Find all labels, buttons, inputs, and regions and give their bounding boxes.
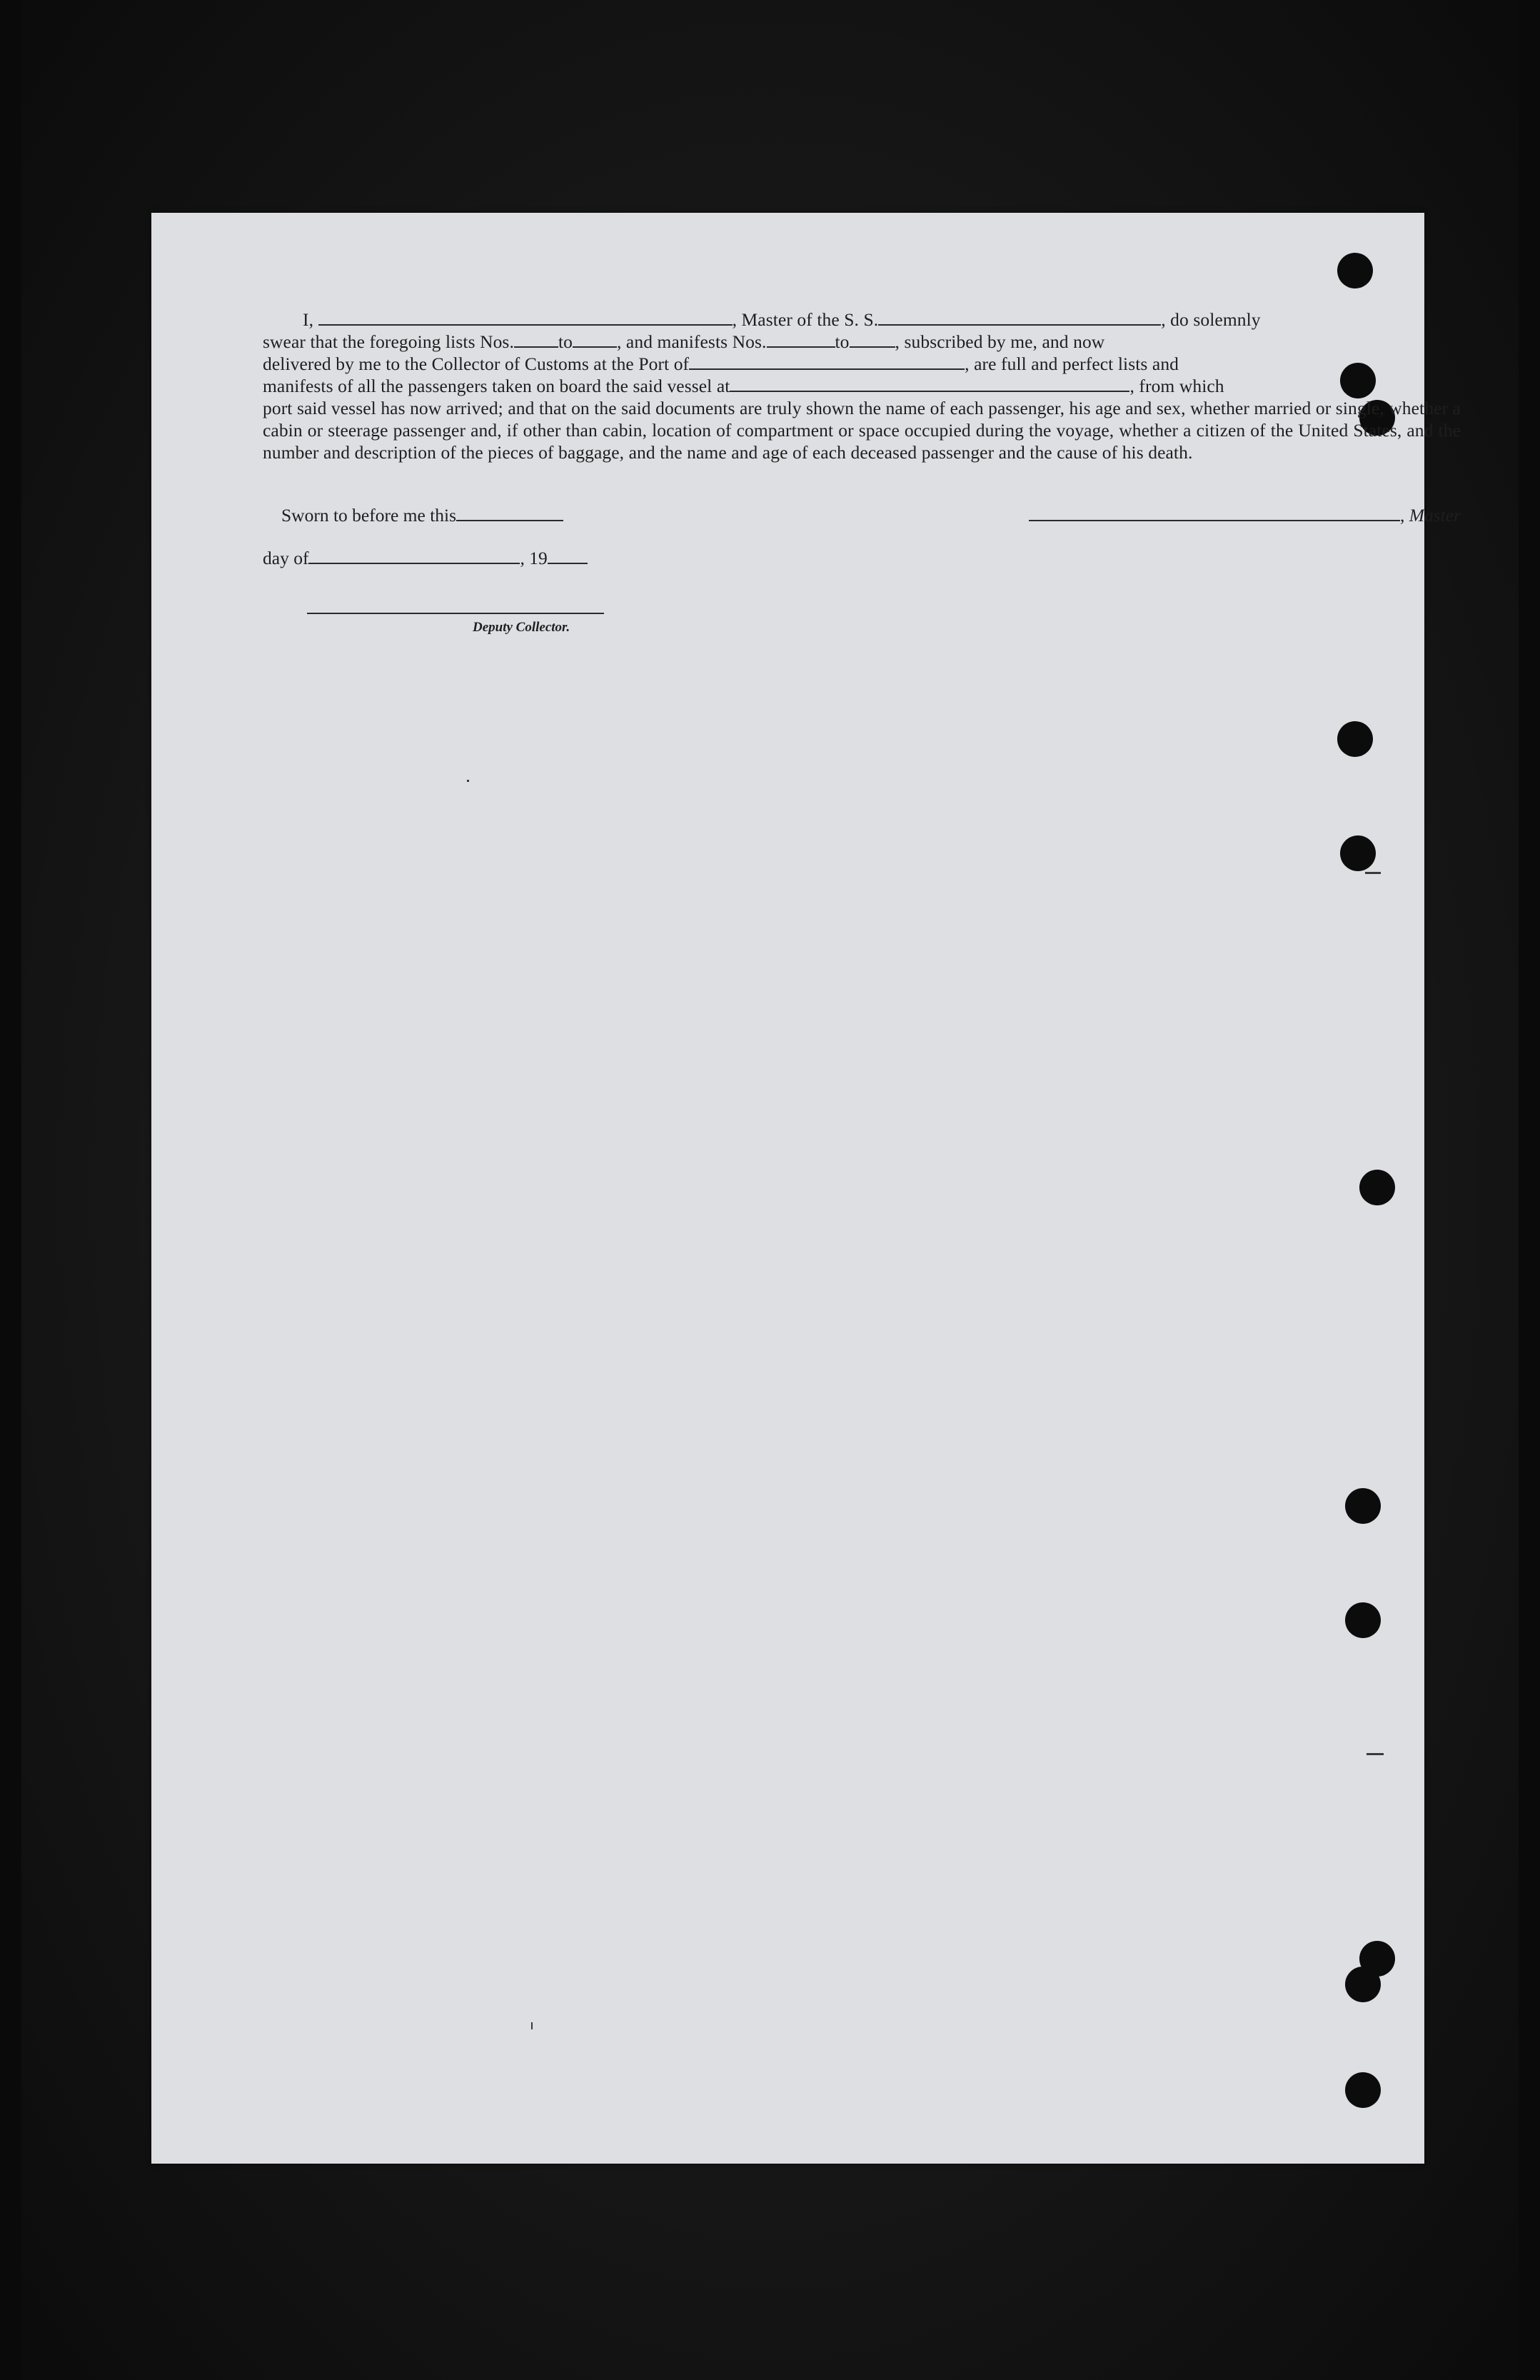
film-speck — [1367, 1753, 1384, 1755]
sworn-day-blank — [456, 504, 563, 521]
master-signature: , Master — [1029, 504, 1461, 526]
film-speck — [467, 780, 469, 782]
film-edge-right — [1519, 0, 1540, 2380]
manifests-to-blank — [850, 331, 895, 348]
solemnly-label: , do solemnly — [1161, 309, 1261, 330]
sworn-before-me — [281, 504, 563, 526]
punch-hole — [1337, 253, 1373, 288]
day-row — [263, 547, 588, 569]
day-of-label: day of — [263, 548, 309, 568]
master-signature-blank — [1029, 504, 1400, 521]
punch-hole — [1345, 2072, 1381, 2108]
port-label: delivered by me to the Collector of Customs at the Port of — [263, 353, 690, 374]
lists-to-label: to — [558, 331, 573, 352]
sworn-row — [263, 504, 1461, 528]
vessel-at-label: manifests of all the passengers taken on board the said vessel at — [263, 376, 730, 396]
perfect-lists-label: , are full and perfect lists and — [965, 353, 1179, 374]
film-speck — [1365, 872, 1381, 874]
port-blank — [689, 353, 965, 370]
punch-hole — [1345, 1602, 1381, 1638]
deputy-signature-line — [307, 613, 604, 614]
declaration-body: port said vessel has now arrived; and that on the said documents are truly shown the name of each passenger, his age and sex, whether married or single, whether a cabin or steerage passenger and, if other than cabin, location of compartment or space occupied during the voyage, whether a citizen of the United States, and the number and description of the pieces of baggage, and the name and age of each deceased passenger and the cause of his death. — [263, 398, 1461, 463]
master-of-ship-label: , Master of the S. S. — [732, 309, 879, 330]
manifests-nos-label: , and manifests Nos. — [616, 331, 767, 352]
declaration-line-1 — [263, 308, 1461, 331]
year-blank — [548, 547, 588, 564]
film-speck — [531, 2022, 533, 2029]
declarant-prefix: I, — [303, 309, 314, 330]
deputy-collector-label: Deputy Collector. — [473, 620, 570, 635]
declaration-line-3 — [263, 353, 1461, 375]
from-which-label: , from which — [1129, 376, 1224, 396]
subscribed-label: , subscribed by me, and now — [895, 331, 1105, 352]
manifests-to-label: to — [835, 331, 850, 352]
film-edge-left — [0, 0, 21, 2380]
year-prefix-label: , 19 — [520, 548, 548, 568]
manifest-page — [151, 213, 1461, 2164]
lists-from-blank — [514, 331, 558, 348]
ship-name-blank — [878, 308, 1161, 326]
sworn-label: Sworn to before me this — [281, 505, 457, 526]
declaration-paragraph — [263, 308, 1461, 463]
master-label: Master — [1409, 505, 1461, 526]
month-blank — [308, 547, 520, 564]
punch-hole — [1359, 1170, 1395, 1205]
manifests-from-blank — [767, 331, 835, 348]
punch-hole — [1345, 1488, 1381, 1524]
declaration-line-4 — [263, 375, 1461, 397]
master-name-blank — [318, 308, 733, 326]
punch-hole — [1345, 1967, 1381, 2002]
punch-hole — [1340, 835, 1376, 871]
departure-port-blank — [730, 375, 1129, 392]
punch-hole — [1337, 721, 1373, 757]
lists-nos-label: swear that the foregoing lists Nos. — [263, 331, 514, 352]
lists-to-blank — [573, 331, 617, 348]
declaration-line-2 — [263, 331, 1461, 353]
